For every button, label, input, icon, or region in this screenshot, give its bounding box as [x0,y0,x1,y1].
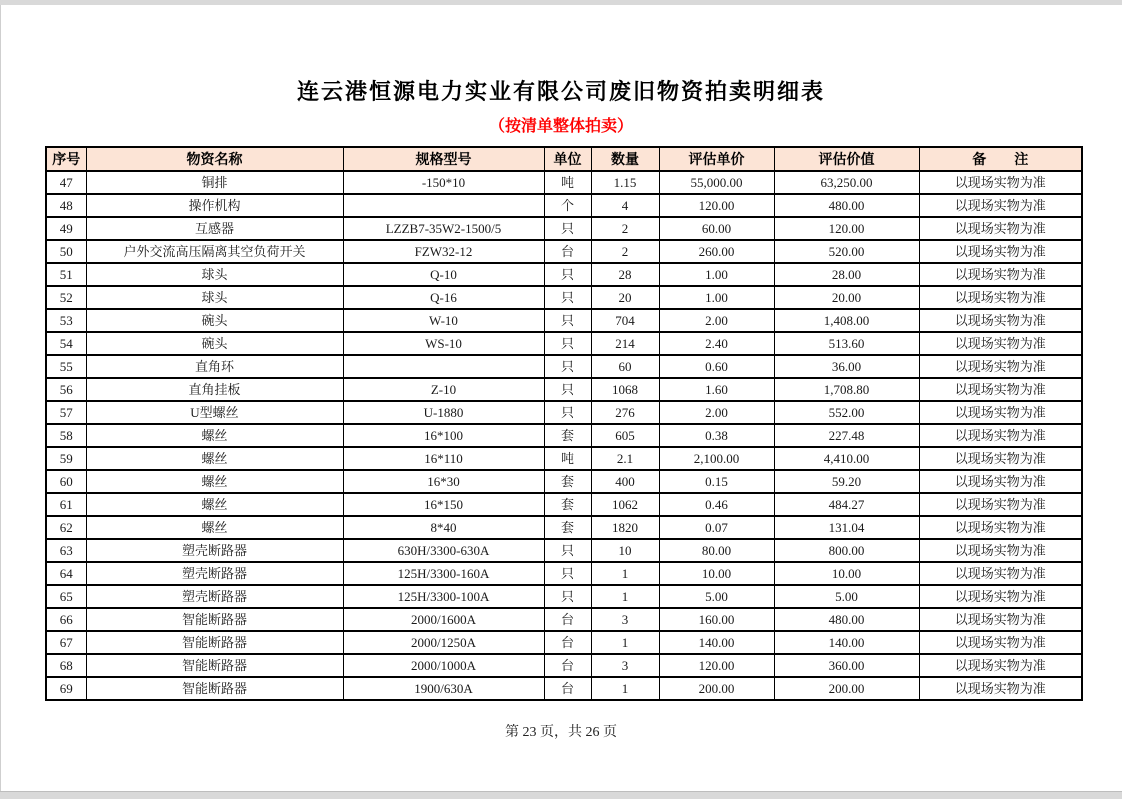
table-row [46,677,1082,700]
cell-remark: 以现场实物为准 [919,263,1082,286]
cell-unit-price: 120.00 [659,194,774,217]
cell-quantity: 1820 [591,516,659,539]
cell-quantity: 1 [591,585,659,608]
cell-unit-price: 60.00 [659,217,774,240]
cell-remark: 以现场实物为准 [919,447,1082,470]
cell-quantity: 276 [591,401,659,424]
cell-remark: 以现场实物为准 [919,355,1082,378]
cell-unit-price: 2.40 [659,332,774,355]
table-row [46,654,1082,677]
cell-remark: 以现场实物为准 [919,470,1082,493]
cell-spec-model: 16*150 [343,493,544,516]
page-number: 第 23 页，共 26 页 [505,725,617,740]
cell-unit: 只 [544,263,591,286]
cell-unit-price: 0.60 [659,355,774,378]
cell-material-name: 螺丝 [86,493,343,516]
table-row [46,355,1082,378]
cell-spec-model: U-1880 [343,401,544,424]
cell-index: 55 [46,355,86,378]
cell-unit-price: 200.00 [659,677,774,700]
cell-unit: 套 [544,493,591,516]
cell-material-name: 操作机构 [86,194,343,217]
cell-unit: 只 [544,355,591,378]
table-row [46,217,1082,240]
cell-remark: 以现场实物为准 [919,378,1082,401]
cell-index: 58 [46,424,86,447]
cell-material-name: 螺丝 [86,516,343,539]
cell-remark: 以现场实物为准 [919,562,1082,585]
cell-value: 520.00 [774,240,919,263]
table-row [46,516,1082,539]
cell-spec-model: 630H/3300-630A [343,539,544,562]
cell-unit: 只 [544,309,591,332]
cell-quantity: 28 [591,263,659,286]
header-cell-spec-model: 规格型号 [343,147,544,171]
cell-remark: 以现场实物为准 [919,309,1082,332]
cell-value: 1,708.80 [774,378,919,401]
cell-remark: 以现场实物为准 [919,654,1082,677]
cell-value: 552.00 [774,401,919,424]
cell-unit: 只 [544,539,591,562]
cell-quantity: 3 [591,654,659,677]
header-cell-quantity: 数量 [591,147,659,171]
cell-spec-model: 16*110 [343,447,544,470]
table-row [46,562,1082,585]
cell-value: 480.00 [774,194,919,217]
cell-unit: 只 [544,378,591,401]
cell-unit-price: 55,000.00 [659,171,774,194]
cell-value: 360.00 [774,654,919,677]
cell-remark: 以现场实物为准 [919,240,1082,263]
cell-quantity: 1 [591,631,659,654]
cell-index: 52 [46,286,86,309]
cell-spec-model: 16*30 [343,470,544,493]
table-row [46,171,1082,194]
cell-index: 54 [46,332,86,355]
cell-spec-model: 125H/3300-160A [343,562,544,585]
cell-spec-model: -150*10 [343,171,544,194]
cell-index: 66 [46,608,86,631]
cell-index: 53 [46,309,86,332]
page-subtitle: （按清单整体拍卖） [488,116,633,135]
cell-unit: 台 [544,631,591,654]
cell-unit-price: 0.07 [659,516,774,539]
cell-index: 69 [46,677,86,700]
cell-unit-price: 140.00 [659,631,774,654]
cell-unit-price: 120.00 [659,654,774,677]
table-row [46,585,1082,608]
cell-spec-model: Q-16 [343,286,544,309]
cell-remark: 以现场实物为准 [919,401,1082,424]
cell-value: 140.00 [774,631,919,654]
cell-index: 49 [46,217,86,240]
cell-material-name: 户外交流高压隔离其空负荷开关 [86,240,343,263]
cell-value: 131.04 [774,516,919,539]
cell-remark: 以现场实物为准 [919,171,1082,194]
cell-value: 1,408.00 [774,309,919,332]
cell-unit: 台 [544,240,591,263]
cell-unit-price: 2.00 [659,401,774,424]
cell-quantity: 605 [591,424,659,447]
cell-quantity: 214 [591,332,659,355]
cell-spec-model: 8*40 [343,516,544,539]
cell-remark: 以现场实物为准 [919,585,1082,608]
cell-material-name: 互感器 [86,217,343,240]
table-row [46,539,1082,562]
cell-remark: 以现场实物为准 [919,493,1082,516]
cell-quantity: 4 [591,194,659,217]
cell-unit: 套 [544,516,591,539]
cell-index: 51 [46,263,86,286]
cell-remark: 以现场实物为准 [919,194,1082,217]
table-row [46,378,1082,401]
cell-value: 5.00 [774,585,919,608]
cell-unit-price: 1.00 [659,286,774,309]
cell-quantity: 1 [591,562,659,585]
cell-index: 47 [46,171,86,194]
cell-material-name: 智能断路器 [86,654,343,677]
cell-unit-price: 80.00 [659,539,774,562]
cell-remark: 以现场实物为准 [919,424,1082,447]
cell-index: 62 [46,516,86,539]
cell-unit-price: 260.00 [659,240,774,263]
cell-unit-price: 0.38 [659,424,774,447]
cell-quantity: 20 [591,286,659,309]
cell-quantity: 1.15 [591,171,659,194]
cell-material-name: 智能断路器 [86,677,343,700]
cell-spec-model: 2000/1000A [343,654,544,677]
header-cell-unit-price: 评估单价 [659,147,774,171]
cell-index: 59 [46,447,86,470]
cell-spec-model: Z-10 [343,378,544,401]
cell-value: 484.27 [774,493,919,516]
cell-remark: 以现场实物为准 [919,677,1082,700]
cell-unit: 套 [544,424,591,447]
cell-quantity: 2 [591,240,659,263]
cell-unit: 吨 [544,171,591,194]
cell-material-name: 球头 [86,286,343,309]
table-header-row [46,147,1082,171]
cell-index: 56 [46,378,86,401]
cell-remark: 以现场实物为准 [919,516,1082,539]
cell-quantity: 2 [591,217,659,240]
table-row [46,470,1082,493]
table-row [46,309,1082,332]
cell-value: 59.20 [774,470,919,493]
cell-index: 65 [46,585,86,608]
cell-value: 513.60 [774,332,919,355]
cell-index: 68 [46,654,86,677]
table-row [46,424,1082,447]
cell-remark: 以现场实物为准 [919,217,1082,240]
cell-spec-model: LZZB7-35W2-1500/5 [343,217,544,240]
cell-remark: 以现场实物为准 [919,631,1082,654]
cell-value: 36.00 [774,355,919,378]
cell-index: 57 [46,401,86,424]
cell-spec-model [343,194,544,217]
cell-quantity: 400 [591,470,659,493]
table-row [46,447,1082,470]
cell-value: 63,250.00 [774,171,919,194]
cell-unit: 个 [544,194,591,217]
cell-spec-model: 2000/1600A [343,608,544,631]
table-row [46,631,1082,654]
table-row [46,493,1082,516]
cell-material-name: 碗头 [86,332,343,355]
cell-value: 200.00 [774,677,919,700]
cell-material-name: 碗头 [86,309,343,332]
cell-spec-model: WS-10 [343,332,544,355]
cell-quantity: 704 [591,309,659,332]
cell-quantity: 1068 [591,378,659,401]
cell-value: 800.00 [774,539,919,562]
cell-unit: 只 [544,217,591,240]
table-row [46,263,1082,286]
table-row [46,332,1082,355]
cell-spec-model: W-10 [343,309,544,332]
cell-value: 20.00 [774,286,919,309]
cell-value: 28.00 [774,263,919,286]
cell-material-name: 塑壳断路器 [86,539,343,562]
materials-table [45,146,1083,701]
cell-spec-model: 1900/630A [343,677,544,700]
cell-material-name: 螺丝 [86,447,343,470]
cell-unit: 吨 [544,447,591,470]
cell-remark: 以现场实物为准 [919,608,1082,631]
cell-value: 480.00 [774,608,919,631]
cell-unit: 台 [544,654,591,677]
cell-index: 60 [46,470,86,493]
cell-unit: 只 [544,401,591,424]
cell-remark: 以现场实物为准 [919,332,1082,355]
cell-material-name: 螺丝 [86,424,343,447]
cell-value: 227.48 [774,424,919,447]
cell-index: 61 [46,493,86,516]
table-row [46,194,1082,217]
cell-unit: 只 [544,585,591,608]
cell-index: 64 [46,562,86,585]
cell-material-name: U型螺丝 [86,401,343,424]
cell-quantity: 3 [591,608,659,631]
cell-unit-price: 1.00 [659,263,774,286]
cell-unit: 台 [544,608,591,631]
cell-quantity: 10 [591,539,659,562]
cell-quantity: 60 [591,355,659,378]
cell-index: 50 [46,240,86,263]
cell-value: 4,410.00 [774,447,919,470]
cell-index: 67 [46,631,86,654]
table-row [46,608,1082,631]
cell-material-name: 球头 [86,263,343,286]
cell-quantity: 1 [591,677,659,700]
cell-spec-model: 2000/1250A [343,631,544,654]
cell-material-name: 塑壳断路器 [86,585,343,608]
header-cell-index: 序号 [46,147,86,171]
cell-material-name: 螺丝 [86,470,343,493]
cell-unit: 只 [544,562,591,585]
cell-material-name: 智能断路器 [86,631,343,654]
cell-material-name: 直角挂板 [86,378,343,401]
cell-spec-model: 125H/3300-100A [343,585,544,608]
cell-unit-price: 0.46 [659,493,774,516]
page-edge-top [0,0,1122,5]
page-title: 连云港恒源电力实业有限公司废旧物资拍卖明细表 [296,80,825,105]
header-cell-material-name: 物资名称 [86,147,343,171]
cell-quantity: 2.1 [591,447,659,470]
cell-value: 120.00 [774,217,919,240]
table-row [46,286,1082,309]
cell-value: 10.00 [774,562,919,585]
cell-index: 63 [46,539,86,562]
table-row [46,240,1082,263]
cell-spec-model: FZW32-12 [343,240,544,263]
cell-unit: 台 [544,677,591,700]
header-cell-unit: 单位 [544,147,591,171]
cell-unit-price: 160.00 [659,608,774,631]
cell-material-name: 智能断路器 [86,608,343,631]
cell-remark: 以现场实物为准 [919,286,1082,309]
cell-unit-price: 2.00 [659,309,774,332]
cell-unit-price: 2,100.00 [659,447,774,470]
cell-unit-price: 0.15 [659,470,774,493]
cell-unit: 只 [544,286,591,309]
cell-unit-price: 5.00 [659,585,774,608]
cell-spec-model: Q-10 [343,263,544,286]
cell-quantity: 1062 [591,493,659,516]
cell-unit: 套 [544,470,591,493]
header-cell-value: 评估价值 [774,147,919,171]
cell-spec-model: 16*100 [343,424,544,447]
cell-unit: 只 [544,332,591,355]
cell-material-name: 铜排 [86,171,343,194]
cell-unit-price: 10.00 [659,562,774,585]
cell-material-name: 塑壳断路器 [86,562,343,585]
header-cell-remark: 备 注 [919,147,1082,171]
cell-index: 48 [46,194,86,217]
cell-remark: 以现场实物为准 [919,539,1082,562]
table-row [46,401,1082,424]
cell-material-name: 直角环 [86,355,343,378]
cell-unit-price: 1.60 [659,378,774,401]
cell-spec-model [343,355,544,378]
